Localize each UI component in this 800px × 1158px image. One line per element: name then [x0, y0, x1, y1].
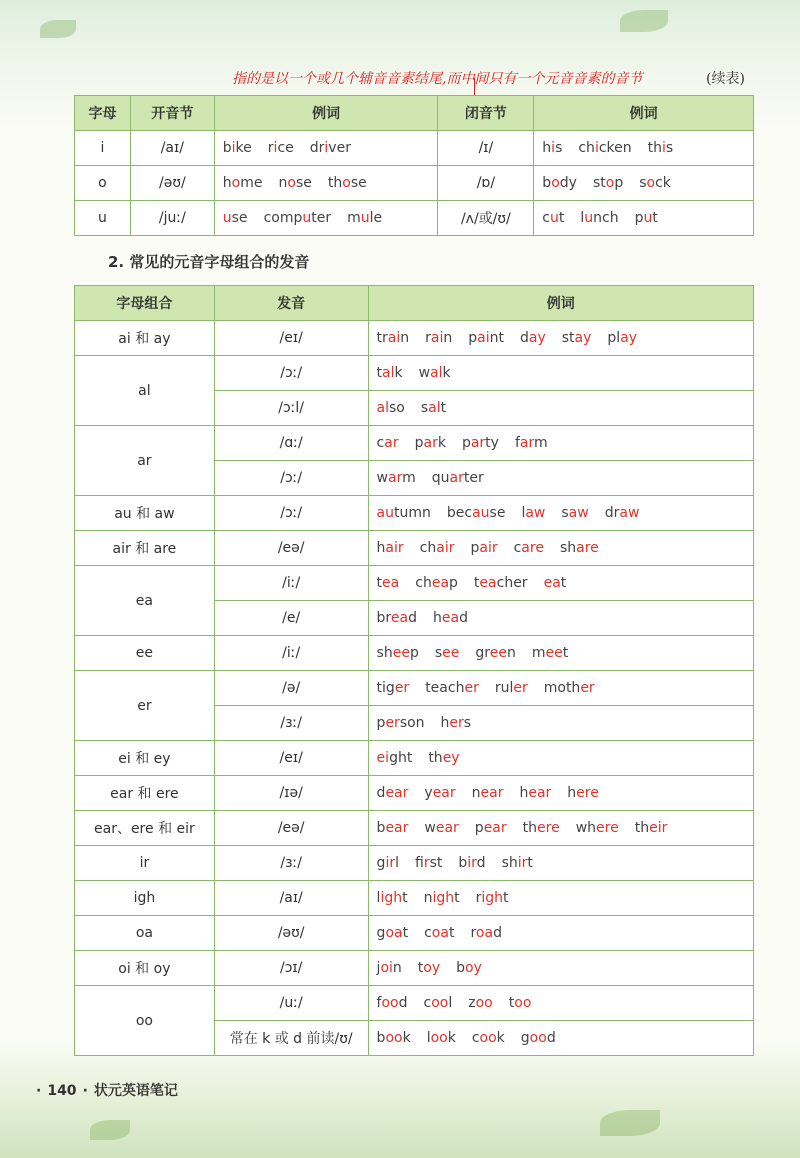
pronunciation-cell: /eɪ/	[214, 321, 368, 356]
examples-cell	[368, 461, 753, 496]
example-word: eat	[543, 575, 567, 591]
example-word: his	[542, 140, 563, 156]
pronunciation-cell: /iː/	[214, 636, 368, 671]
book-title: 状元英语笔记	[93, 1083, 178, 1099]
combination-cell: ear、ere 和 eir	[75, 811, 215, 846]
example-word: night	[423, 890, 460, 906]
header-pronunciation: 发音	[214, 286, 368, 321]
pronunciation-cell: /uː/	[214, 986, 368, 1021]
example-word: lunch	[580, 210, 619, 226]
example-word: cut	[542, 210, 565, 226]
pronunciation-cell: /eə/	[214, 531, 368, 566]
example-word: here	[567, 785, 599, 801]
example-word: hair	[376, 540, 404, 556]
example-word: where	[575, 820, 619, 836]
pronunciation-cell: /aɪ/	[214, 881, 368, 916]
example-word: rain	[425, 330, 453, 346]
table-row	[75, 531, 754, 566]
example-word: cook	[471, 1030, 505, 1046]
letter-cell: i	[75, 131, 131, 166]
example-word: shirt	[501, 855, 533, 871]
example-word: too	[508, 995, 532, 1011]
closed-syllable-ipa: /ɒ/	[438, 166, 534, 201]
example-word: chair	[419, 540, 455, 556]
pronunciation-cell: /e/	[214, 601, 368, 636]
example-word: hers	[440, 715, 472, 731]
leaf-decoration	[90, 1120, 130, 1140]
examples-cell	[368, 356, 753, 391]
example-word: park	[414, 435, 446, 451]
example-word: this	[647, 140, 674, 156]
example-word: road	[470, 925, 502, 941]
example-word: right	[475, 890, 509, 906]
pronunciation-cell: /ɜː/	[214, 846, 368, 881]
header-closed-syllable: 闭音节	[438, 96, 534, 131]
pronunciation-cell: /ɑː/	[214, 426, 368, 461]
example-word: share	[559, 540, 599, 556]
example-word: talk	[376, 365, 403, 381]
example-word: warm	[376, 470, 416, 486]
example-word: book	[376, 1030, 411, 1046]
closed-syllable-examples	[534, 166, 754, 201]
table-row	[75, 846, 754, 881]
combination-cell: ei 和 ey	[75, 741, 215, 776]
example-word: care	[513, 540, 544, 556]
example-word: nose	[278, 175, 312, 191]
examples-cell	[368, 566, 753, 601]
header-examples: 例词	[368, 286, 753, 321]
page-number: 140	[47, 1083, 77, 1099]
continued-label: (续表)	[706, 71, 745, 87]
table-row	[75, 636, 754, 671]
example-word: girl	[376, 855, 399, 871]
page-footer: · 140 · 状元英语笔记	[36, 1083, 178, 1099]
open-syllable-examples	[214, 131, 438, 166]
table-row	[75, 741, 754, 776]
example-word: light	[376, 890, 408, 906]
table-row	[75, 426, 754, 461]
examples-cell	[368, 916, 753, 951]
example-word: put	[634, 210, 658, 226]
example-word: see	[434, 645, 460, 661]
table-row	[75, 986, 754, 1021]
header-examples: 例词	[214, 96, 438, 131]
example-word: toy	[417, 960, 441, 976]
examples-cell	[368, 391, 753, 426]
example-word: computer	[263, 210, 332, 226]
pronunciation-cell: /ɔɪ/	[214, 951, 368, 986]
pronunciation-cell: /ɔːl/	[214, 391, 368, 426]
example-word: tea	[376, 575, 400, 591]
example-word: eight	[376, 750, 413, 766]
pronunciation-cell: /iː/	[214, 566, 368, 601]
handwritten-annotation: 指的是以一个或几个辅音音素结尾,而中间只有一个元音音素的音节	[232, 71, 643, 87]
example-word: paint	[468, 330, 504, 346]
example-word: meet	[531, 645, 569, 661]
example-word: day	[519, 330, 546, 346]
leaf-decoration	[600, 1110, 660, 1136]
combination-cell: oi 和 oy	[75, 951, 215, 986]
example-word: goat	[376, 925, 409, 941]
combination-cell: ai 和 ay	[75, 321, 215, 356]
open-syllable-examples	[214, 166, 438, 201]
example-word: walk	[418, 365, 451, 381]
examples-cell	[368, 811, 753, 846]
example-word: coat	[424, 925, 455, 941]
example-word: law	[521, 505, 546, 521]
pronunciation-cell: /eɪ/	[214, 741, 368, 776]
combination-cell: oa	[75, 916, 215, 951]
example-word: those	[327, 175, 367, 191]
combination-cell: al	[75, 356, 215, 426]
example-word: stop	[592, 175, 624, 191]
example-word: train	[376, 330, 410, 346]
closed-syllable-ipa: /ɪ/	[438, 131, 534, 166]
example-word: sock	[639, 175, 671, 191]
table-row	[75, 356, 754, 391]
example-word: person	[376, 715, 425, 731]
examples-cell	[368, 741, 753, 776]
example-word: stay	[561, 330, 592, 346]
closed-syllable-ipa: /ʌ/或/ʊ/	[438, 201, 534, 236]
table-row	[75, 166, 754, 201]
open-syllable-ipa: /juː/	[130, 201, 214, 236]
example-word: because	[446, 505, 506, 521]
pronunciation-cell: /ɔː/	[214, 356, 368, 391]
combination-cell: oo	[75, 986, 215, 1056]
examples-cell	[368, 531, 753, 566]
open-syllable-ipa: /aɪ/	[130, 131, 214, 166]
example-word: zoo	[468, 995, 493, 1011]
open-syllable-ipa: /əʊ/	[130, 166, 214, 201]
examples-cell	[368, 776, 753, 811]
table-row	[75, 811, 754, 846]
closed-syllable-examples	[534, 131, 754, 166]
example-word: bread	[376, 610, 417, 626]
leaf-decoration	[40, 20, 76, 38]
combination-cell: au 和 aw	[75, 496, 215, 531]
examples-cell	[368, 636, 753, 671]
examples-cell	[368, 846, 753, 881]
examples-cell	[368, 496, 753, 531]
combination-cell: igh	[75, 881, 215, 916]
table-row	[75, 566, 754, 601]
open-syllable-examples	[214, 201, 438, 236]
table-row	[75, 951, 754, 986]
pronunciation-cell: /əʊ/	[214, 916, 368, 951]
example-word: sheep	[376, 645, 419, 661]
examples-cell	[368, 601, 753, 636]
pronunciation-cell: /ə/	[214, 671, 368, 706]
example-word: bike	[222, 140, 252, 156]
pronunciation-cell: /ɔː/	[214, 461, 368, 496]
pronunciation-cell: 常在 k 或 d 前读/ʊ/	[214, 1021, 368, 1056]
letter-syllable-table	[74, 95, 754, 236]
example-word: rice	[267, 140, 294, 156]
closed-syllable-examples	[534, 201, 754, 236]
examples-cell	[368, 986, 753, 1021]
pronunciation-cell: /ɔː/	[214, 496, 368, 531]
leaf-decoration	[620, 10, 668, 32]
table-row	[75, 776, 754, 811]
combination-cell: ir	[75, 846, 215, 881]
example-word: mule	[347, 210, 383, 226]
pronunciation-cell: /ɪə/	[214, 776, 368, 811]
example-word: bird	[458, 855, 486, 871]
example-word: teacher	[425, 680, 479, 696]
example-word: autumn	[376, 505, 431, 521]
header-combination: 字母组合	[75, 286, 215, 321]
table-row	[75, 881, 754, 916]
example-word: cheap	[415, 575, 458, 591]
example-word: saw	[561, 505, 589, 521]
example-word: join	[376, 960, 402, 976]
examples-cell	[368, 881, 753, 916]
example-word: they	[428, 750, 460, 766]
example-word: ruler	[494, 680, 528, 696]
example-word: home	[222, 175, 263, 191]
example-word: chicken	[578, 140, 632, 156]
table-row	[75, 321, 754, 356]
example-word: look	[426, 1030, 456, 1046]
example-word: party	[461, 435, 499, 451]
example-word: head	[432, 610, 468, 626]
examples-cell	[368, 951, 753, 986]
combination-cell: ea	[75, 566, 215, 636]
examples-cell	[368, 706, 753, 741]
example-word: quarter	[431, 470, 484, 486]
pronunciation-cell: /ɜː/	[214, 706, 368, 741]
letter-cell: u	[75, 201, 131, 236]
letter-cell: o	[75, 166, 131, 201]
combination-cell: ear 和 ere	[75, 776, 215, 811]
example-word: tiger	[376, 680, 410, 696]
table-row	[75, 201, 754, 236]
example-word: green	[475, 645, 516, 661]
table-header-row	[75, 96, 754, 131]
combination-cell: ar	[75, 426, 215, 496]
example-word: bear	[376, 820, 409, 836]
example-word: first	[414, 855, 443, 871]
combination-cell: air 和 are	[75, 531, 215, 566]
pronunciation-cell: /eə/	[214, 811, 368, 846]
example-word: dear	[376, 785, 409, 801]
example-word: driver	[309, 140, 351, 156]
example-word: boy	[456, 960, 482, 976]
example-word: hear	[519, 785, 552, 801]
example-word: pear	[474, 820, 507, 836]
section-title: 2. 常见的元音字母组合的发音	[108, 253, 310, 271]
example-word: food	[376, 995, 408, 1011]
example-word: use	[222, 210, 248, 226]
table-header-row	[75, 286, 754, 321]
combination-cell: ee	[75, 636, 215, 671]
example-word: their	[634, 820, 668, 836]
example-word: salt	[420, 400, 447, 416]
example-word: play	[607, 330, 638, 346]
table-row	[75, 671, 754, 706]
example-word: also	[376, 400, 405, 416]
examples-cell	[368, 1021, 753, 1056]
vowel-combination-table	[74, 285, 754, 1056]
example-word: farm	[514, 435, 548, 451]
example-word: teacher	[473, 575, 528, 591]
examples-cell	[368, 321, 753, 356]
example-word: car	[376, 435, 399, 451]
example-word: good	[520, 1030, 556, 1046]
header-letter: 字母	[75, 96, 131, 131]
example-word: body	[542, 175, 577, 191]
example-word: draw	[604, 505, 640, 521]
table-row	[75, 131, 754, 166]
example-word: mother	[543, 680, 595, 696]
example-word: wear	[424, 820, 459, 836]
example-word: cool	[423, 995, 453, 1011]
examples-cell	[368, 671, 753, 706]
example-word: near	[471, 785, 504, 801]
example-word: year	[424, 785, 456, 801]
table-row	[75, 496, 754, 531]
table-row	[75, 916, 754, 951]
combination-cell: er	[75, 671, 215, 741]
header-examples: 例词	[534, 96, 754, 131]
example-word: there	[522, 820, 560, 836]
header-open-syllable: 开音节	[130, 96, 214, 131]
example-word: pair	[470, 540, 498, 556]
examples-cell	[368, 426, 753, 461]
